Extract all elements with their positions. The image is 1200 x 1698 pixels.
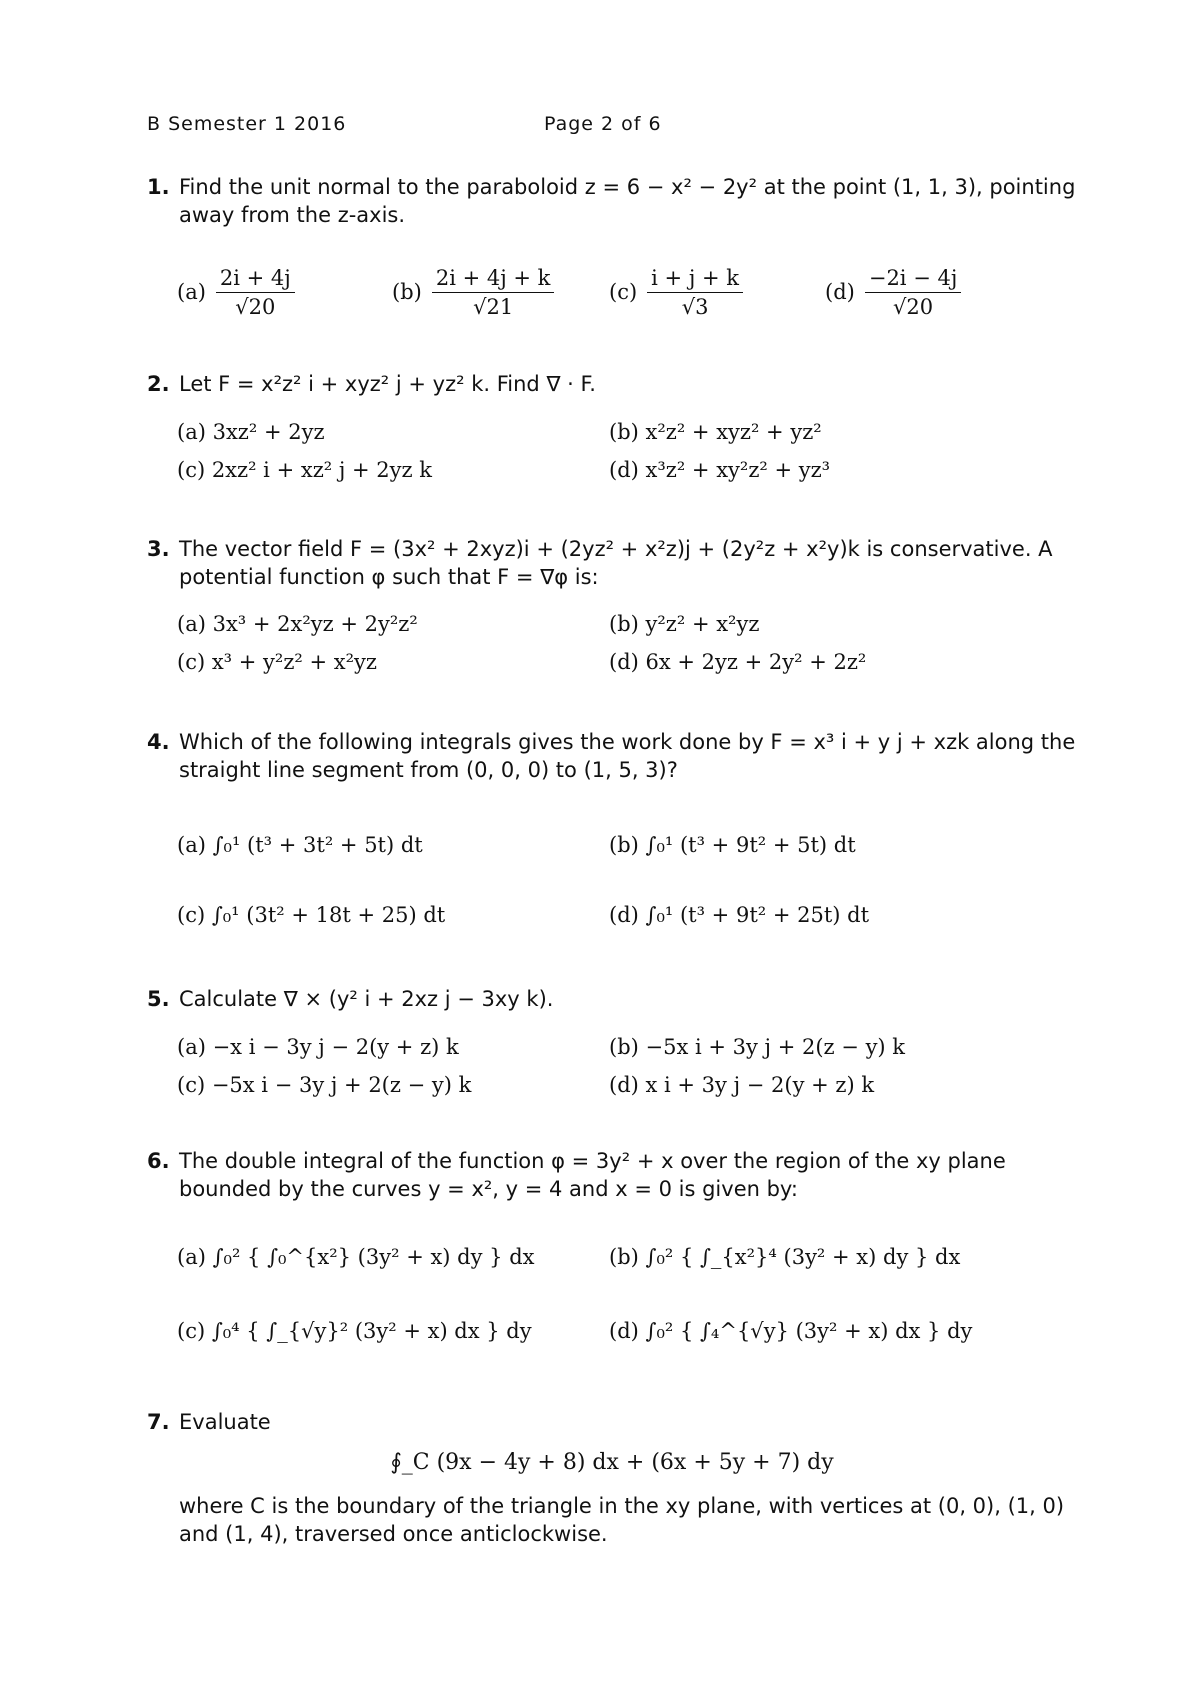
question-4 <box>147 728 1077 784</box>
question-3-options <box>177 605 1057 681</box>
question-1 <box>147 173 1077 229</box>
option-a: (a) 3xz² + 2yz <box>177 420 325 444</box>
course-semester: B Semester 1 2016 <box>147 113 347 135</box>
question-number: 4. <box>147 730 170 754</box>
option-b: (b) x²z² + xyz² + yz² <box>609 420 822 444</box>
question-3 <box>147 535 1077 591</box>
question-number: 3. <box>147 537 170 561</box>
question-1-options <box>177 262 1077 322</box>
question-text: Let F = x²z² i + xyz² j + yz² k. Find ∇ · F. <box>179 372 596 396</box>
option-b: (b) −5x i + 3y j + 2(z − y) k <box>609 1035 906 1059</box>
option-d: (d) ∫₀² { ∫₄^{√y} (3y² + x) dx } dy <box>609 1319 973 1343</box>
option-d: (d) ∫₀¹ (t³ + 9t² + 25t) dt <box>609 903 870 927</box>
question-number: 2. <box>147 372 170 396</box>
question-number: 6. <box>147 1149 170 1173</box>
question-text: Which of the following integrals gives the work done by F = x³ i + y j + xzk along the straight line segment from (0, 0, 0) to (1, 5, 3)? <box>179 730 1076 782</box>
question-5 <box>147 985 1077 1013</box>
option-a: (a) ∫₀² { ∫₀^{x²} (3y² + x) dy } dx <box>177 1245 535 1269</box>
option-c: (c) ∫₀¹ (3t² + 18t + 25) dt <box>177 903 446 927</box>
option-c: (c) 2xz² i + xz² j + 2yz k <box>177 458 432 482</box>
question-2-options <box>177 413 1057 489</box>
question-text: Calculate ∇ × (y² i + 2xz j − 3xy k). <box>179 987 554 1011</box>
option-a: (a) −x i − 3y j − 2(y + z) k <box>177 1035 459 1059</box>
option-b: (b) $\frac{2i + 4j + k}{√21}$ <box>392 262 554 322</box>
option-a: (a) $\frac{2i + 4j}{√20}$ <box>177 262 295 322</box>
question-7 <box>147 1408 1077 1436</box>
option-b: (b) ∫₀² { ∫_{x²}⁴ (3y² + x) dy } dx <box>609 1245 961 1269</box>
question-6-options <box>177 1220 1057 1368</box>
option-b: (b) y²z² + x²yz <box>609 612 760 636</box>
fraction: $\frac{2i + 4j + k}{√21}$ <box>432 266 555 319</box>
question-number: 5. <box>147 987 170 1011</box>
question-2 <box>147 370 1077 398</box>
display-equation: ∮_C (9x − 4y + 8) dx + (6x + 5y + 7) dy <box>390 1450 834 1475</box>
option-d: (d) x³z² + xy²z² + yz³ <box>609 458 831 482</box>
option-c: (c) −5x i − 3y j + 2(z − y) k <box>177 1073 472 1097</box>
option-c: (c) ∫₀⁴ { ∫_{√y}² (3y² + x) dx } dy <box>177 1319 532 1343</box>
option-d: (d) $\frac{-2i - 4j}{√20}$ <box>825 262 961 322</box>
option-d: (d) 6x + 2yz + 2y² + 2z² <box>609 650 867 674</box>
page-number: Page 2 of 6 <box>544 113 662 135</box>
question-text-after: where C is the boundary of the triangle in the xy plane, with vertices at (0, 0), (1, 0) and (1, 4), traversed once anticlockwise. <box>179 1494 1065 1546</box>
question-text: Evaluate <box>179 1410 271 1434</box>
question-text: The vector field F = (3x² + 2xyz)i + (2yz² + x²z)j + (2y²z + x²y)k is conservative. A potential function φ such that F = ∇φ is: <box>179 537 1053 589</box>
option-b: (b) ∫₀¹ (t³ + 9t² + 5t) dt <box>609 833 856 857</box>
question-6 <box>147 1147 1077 1203</box>
fraction: $\frac{i + j + k}{√3}$ <box>647 266 743 319</box>
question-number: 1. <box>147 175 170 199</box>
question-number: 7. <box>147 1410 170 1434</box>
option-d: (d) x i + 3y j − 2(y + z) k <box>609 1073 875 1097</box>
question-text: The double integral of the function φ = 3y² + x over the region of the xy plane bounded by the curves y = x², y = 4 and x = 0 is given by: <box>179 1149 1006 1201</box>
question-5-options <box>177 1028 1057 1104</box>
option-a: (a) ∫₀¹ (t³ + 3t² + 5t) dt <box>177 833 423 857</box>
question-7-continuation <box>147 1492 1077 1548</box>
question-text: Find the unit normal to the paraboloid z = 6 − x² − 2y² at the point (1, 1, 3), pointing away from the z-axis. <box>179 175 1076 227</box>
option-c: (c) $\frac{i + j + k}{√3}$ <box>609 262 743 322</box>
question-4-options <box>177 810 1057 950</box>
option-a: (a) 3x³ + 2x²yz + 2y²z² <box>177 612 418 636</box>
fraction: $\frac{2i + 4j}{√20}$ <box>216 266 295 319</box>
fraction: $\frac{-2i - 4j}{√20}$ <box>865 266 962 319</box>
option-c: (c) x³ + y²z² + x²yz <box>177 650 377 674</box>
